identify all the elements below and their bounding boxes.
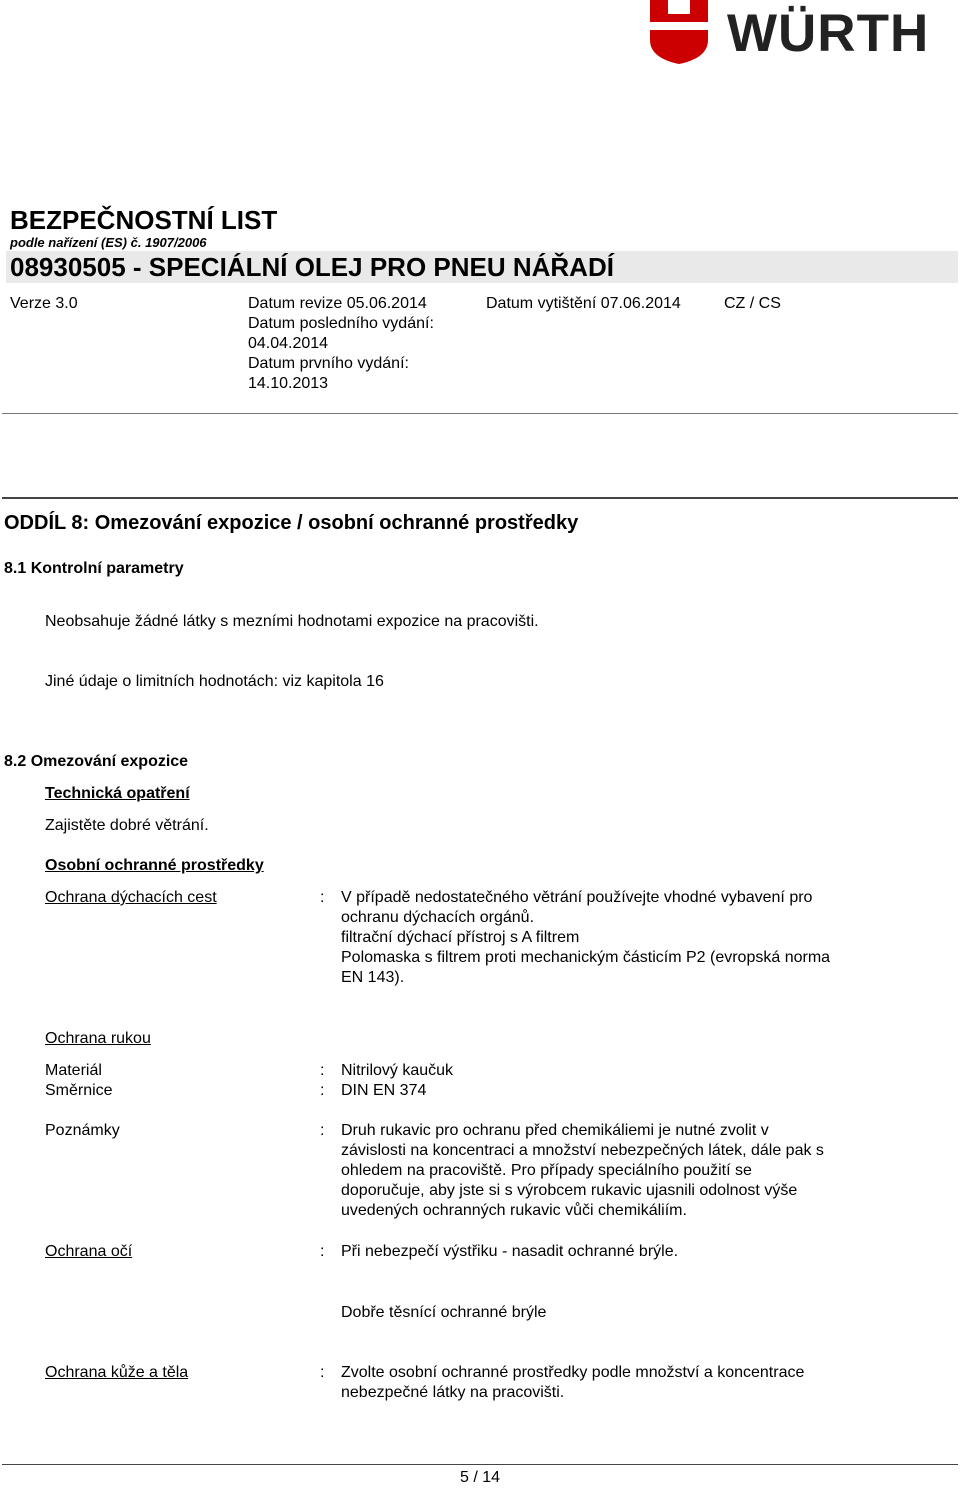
colon: : (320, 889, 325, 906)
header-divider (2, 413, 958, 414)
wurth-logo-mark (650, 0, 708, 64)
text-line: Druh rukavic pro ochranu před chemikáliemi je nutné zvolit v (341, 1122, 769, 1139)
section-divider (2, 497, 958, 499)
notes-value (341, 1121, 901, 1221)
directive-value: DIN EN 374 (341, 1082, 427, 1099)
version: Verze 3.0 (10, 295, 78, 312)
text-line: ochranu dýchacích orgánů. (341, 909, 535, 926)
text-line: V případě nedostatečného větrání používejte vhodné vybavení pro (341, 889, 813, 906)
text-line: uvedených ochranných rukavic vůči chemikáliím. (341, 1202, 687, 1219)
eye-protection-value: Při nebezpečí výstřiku - nasadit ochranné brýle. (341, 1243, 679, 1260)
subsection-8-1-title: 8.1 Kontrolní parametry (4, 560, 184, 577)
revision-date: Datum revize 05.06.2014 (248, 295, 427, 312)
text-line: Polomaska s filtrem proti mechanickým částicím P2 (evropská norma (341, 949, 831, 966)
eye-protection-value-2: Dobře těsnící ochranné brýle (341, 1304, 547, 1321)
respiratory-protection-label: Ochrana dýchacích cest (45, 889, 217, 906)
eye-protection-label: Ochrana očí (45, 1243, 133, 1260)
technical-measures-text: Zajistěte dobré větrání. (45, 817, 209, 834)
material-label: Materiál (45, 1062, 102, 1079)
last-issue-date: 04.04.2014 (248, 335, 329, 352)
page-number: 5 / 14 (459, 1469, 501, 1486)
colon: : (320, 1082, 325, 1099)
document-title: BEZPEČNOSTNÍ LIST (10, 205, 278, 235)
colon: : (320, 1122, 325, 1139)
footer-divider (2, 1464, 958, 1465)
print-date: Datum vytištění 07.06.2014 (486, 295, 681, 312)
wurth-logo-text: WÜRTH (727, 4, 930, 63)
last-issue-label: Datum posledního vydání: (248, 315, 434, 332)
colon: : (320, 1062, 325, 1079)
text-line: ohledem na pracoviště. Pro případy speciálního použití se (341, 1162, 752, 1179)
revision-dates (248, 294, 434, 394)
hand-protection-heading: Ochrana rukou (45, 1030, 151, 1047)
text-line: nebezpečné látky na pracovišti. (341, 1384, 565, 1401)
ppe-heading: Osobní ochranné prostředky (45, 857, 264, 874)
text-line: závislosti na koncentraci a množství nebezpečných látek, dále pak s (341, 1142, 824, 1159)
other-limits-text: Jiné údaje o limitních hodnotách: viz kapitola 16 (45, 673, 384, 690)
regulation-subtitle: podle nařízení (ES) č. 1907/2006 (10, 235, 207, 250)
first-issue-label: Datum prvního vydání: (248, 355, 409, 372)
section-title: ODDÍL 8: Omezování expozice / osobní ochranné prostředky (4, 512, 579, 534)
text-line: Zvolte osobní ochranné prostředky podle množství a koncentrace (341, 1364, 805, 1381)
subsection-8-2-title: 8.2 Omezování expozice (4, 753, 189, 770)
language-code: CZ / CS (724, 295, 781, 312)
colon: : (320, 1364, 325, 1381)
first-issue-date: 14.10.2013 (248, 375, 329, 392)
skin-protection-value (341, 1363, 901, 1403)
text-line: doporučuje, aby jste si s výrobcem rukavic ujasnili odolnost výše (341, 1182, 798, 1199)
product-name: 08930505 - SPECIÁLNÍ OLEJ PRO PNEU NÁŘADÍ (10, 252, 614, 282)
technical-measures-heading: Technická opatření (45, 785, 190, 802)
directive-label: Směrnice (45, 1082, 113, 1099)
material-value: Nitrilový kaučuk (341, 1062, 454, 1079)
notes-label: Poznámky (45, 1122, 120, 1139)
colon: : (320, 1243, 325, 1260)
text-line: EN 143). (341, 969, 405, 986)
respiratory-protection-value (341, 888, 901, 988)
text-line: filtrační dýchací přístroj s A filtrem (341, 929, 580, 946)
skin-protection-label: Ochrana kůže a těla (45, 1364, 189, 1381)
exposure-limits-text: Neobsahuje žádné látky s mezními hodnotami expozice na pracovišti. (45, 613, 539, 630)
